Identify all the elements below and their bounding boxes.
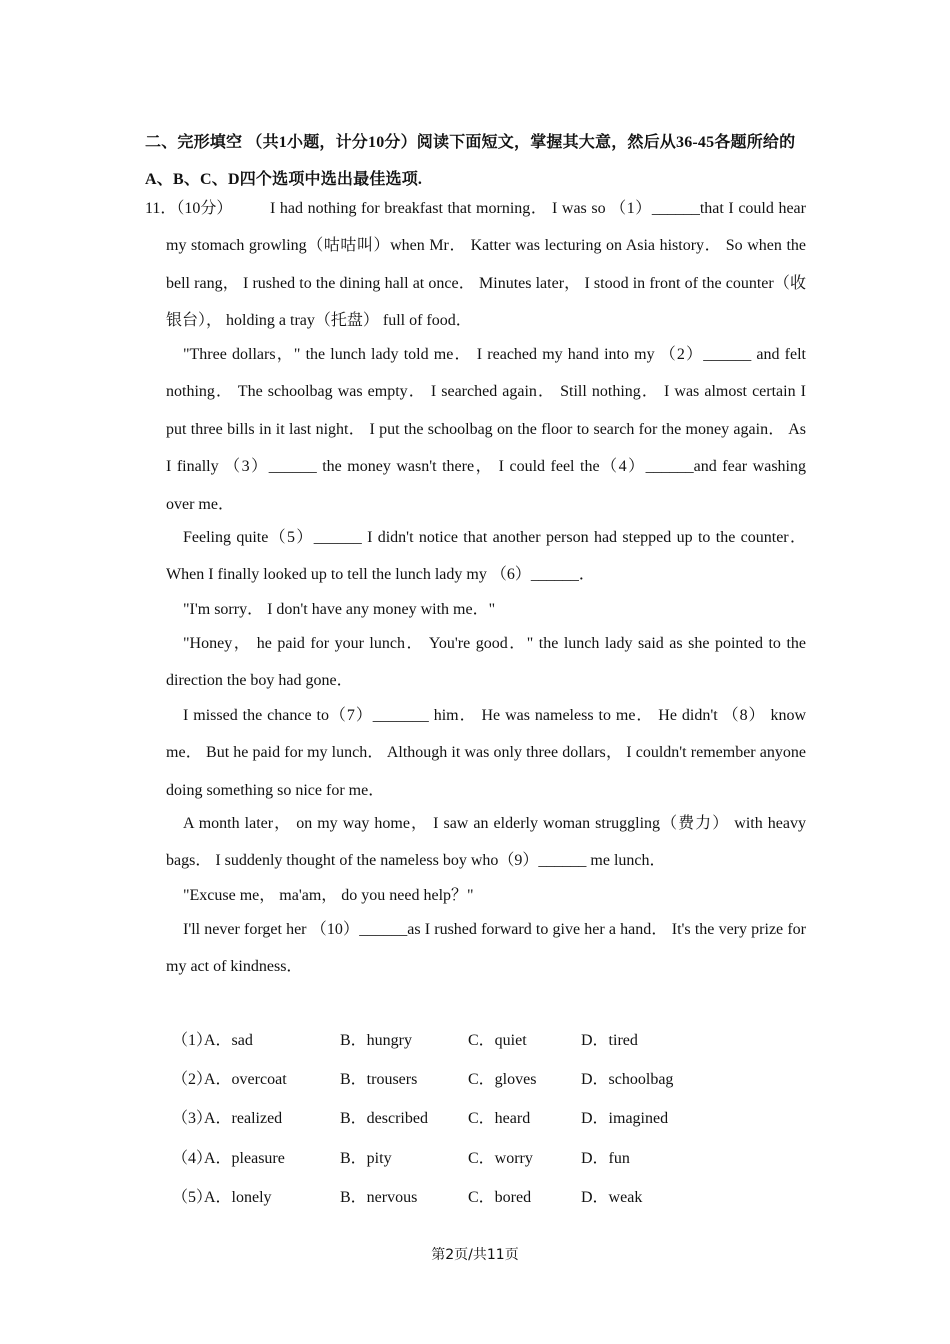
option-d: D．imagined [581,1110,669,1128]
option-b: B．described [340,1110,428,1128]
option-d: D．weak [581,1188,643,1206]
option-c: C．quiet [468,1032,527,1050]
section-heading: 二、完形填空 （共1小题，计分10分）阅读下面短文，掌握其大意，然后从36-45各题所给的A、B、C、D四个选项中选出最佳选项. [145,134,796,188]
option-a: A．realized [204,1110,283,1128]
passage-paragraph-9: I'll never forget her （10）______as I rushed forward to give her a hand． It's the very prize for my act of kindness． [166,921,806,976]
passage-paragraph-2: "Three dollars，" the lunch lady told me． I reached my hand into my （2）______ and felt nothing． The schoolbag was empty． I searched again． Still nothing． I was almost certain I put three bills in it last night． I put the schoolbag on the floor to search for the money again． As I finally （3）______ the money wasn't there， I could feel the（4）______and fear washing over me． [166,346,806,513]
option-c: C．worry [468,1149,533,1167]
option-b: B．pity [340,1149,392,1167]
option-c: C．gloves [468,1071,537,1089]
option-number: （4） [172,1149,213,1167]
option-row [172,1019,731,1058]
option-b: B．hungry [340,1032,413,1050]
page-footer: 第2页/共11页 [431,1247,519,1263]
option-row [172,1176,731,1215]
option-row [172,1137,731,1176]
option-a: A．sad [204,1032,253,1050]
option-c: C．bored [468,1188,532,1206]
passage-paragraph-5: "Honey， he paid for your lunch． You're good．" the lunch lady said as she pointed to the direction the boy had gone． [166,635,806,690]
option-number: （2） [172,1071,213,1089]
option-number: （3） [172,1110,213,1128]
passage-paragraph-8: "Excuse me， ma'am， do you need help？" [183,887,474,904]
option-d: D．tired [581,1032,638,1050]
passage-paragraph-3: Feeling quite（5）______ I didn't notice that another person had stepped up to the counter． When I finally looked up to tell the lunch lady my （6）______． [166,529,806,584]
option-d: D．fun [581,1149,630,1167]
option-row [172,1058,731,1097]
option-a: A．overcoat [204,1071,287,1089]
passage-paragraph-7: A month later， on my way home， I saw an elderly woman struggling（费力） with heavy bags． I suddenly thought of the nameless boy who（9）______ me lunch． [166,815,806,870]
option-number: （1） [172,1032,213,1050]
question-number: 11． [145,200,177,217]
question-score: （10分） [176,200,233,217]
option-d: D．schoolbag [581,1071,674,1089]
option-b: B．trousers [340,1071,418,1089]
options-table [172,1019,731,1215]
passage-paragraph-1: I had nothing for breakfast that morning． I was so （1）______that I could hear my stomach growling（咕咕叫）when Mr． Katter was lecturing on Asia history． So when the bell rang， I rushed to the dining hall at once． Minutes later， I stood in front of the counter（收银台）， holding a tray（托盘） full of food． [166,200,806,330]
passage-paragraph-4: "I'm sorry． I don't have any money with me．" [183,601,496,618]
option-row [172,1097,731,1136]
option-c: C．heard [468,1110,531,1128]
option-b: B．nervous [340,1188,418,1206]
option-a: A．lonely [204,1188,272,1206]
option-a: A．pleasure [204,1149,285,1167]
option-number: （5） [172,1188,213,1206]
passage-paragraph-6: I missed the chance to（7）_______ him． He was nameless to me． He didn't （8） know me． But he paid for my lunch． Although it was only three dollars， I couldn't remember anyone doing something so nice for me． [166,707,806,799]
